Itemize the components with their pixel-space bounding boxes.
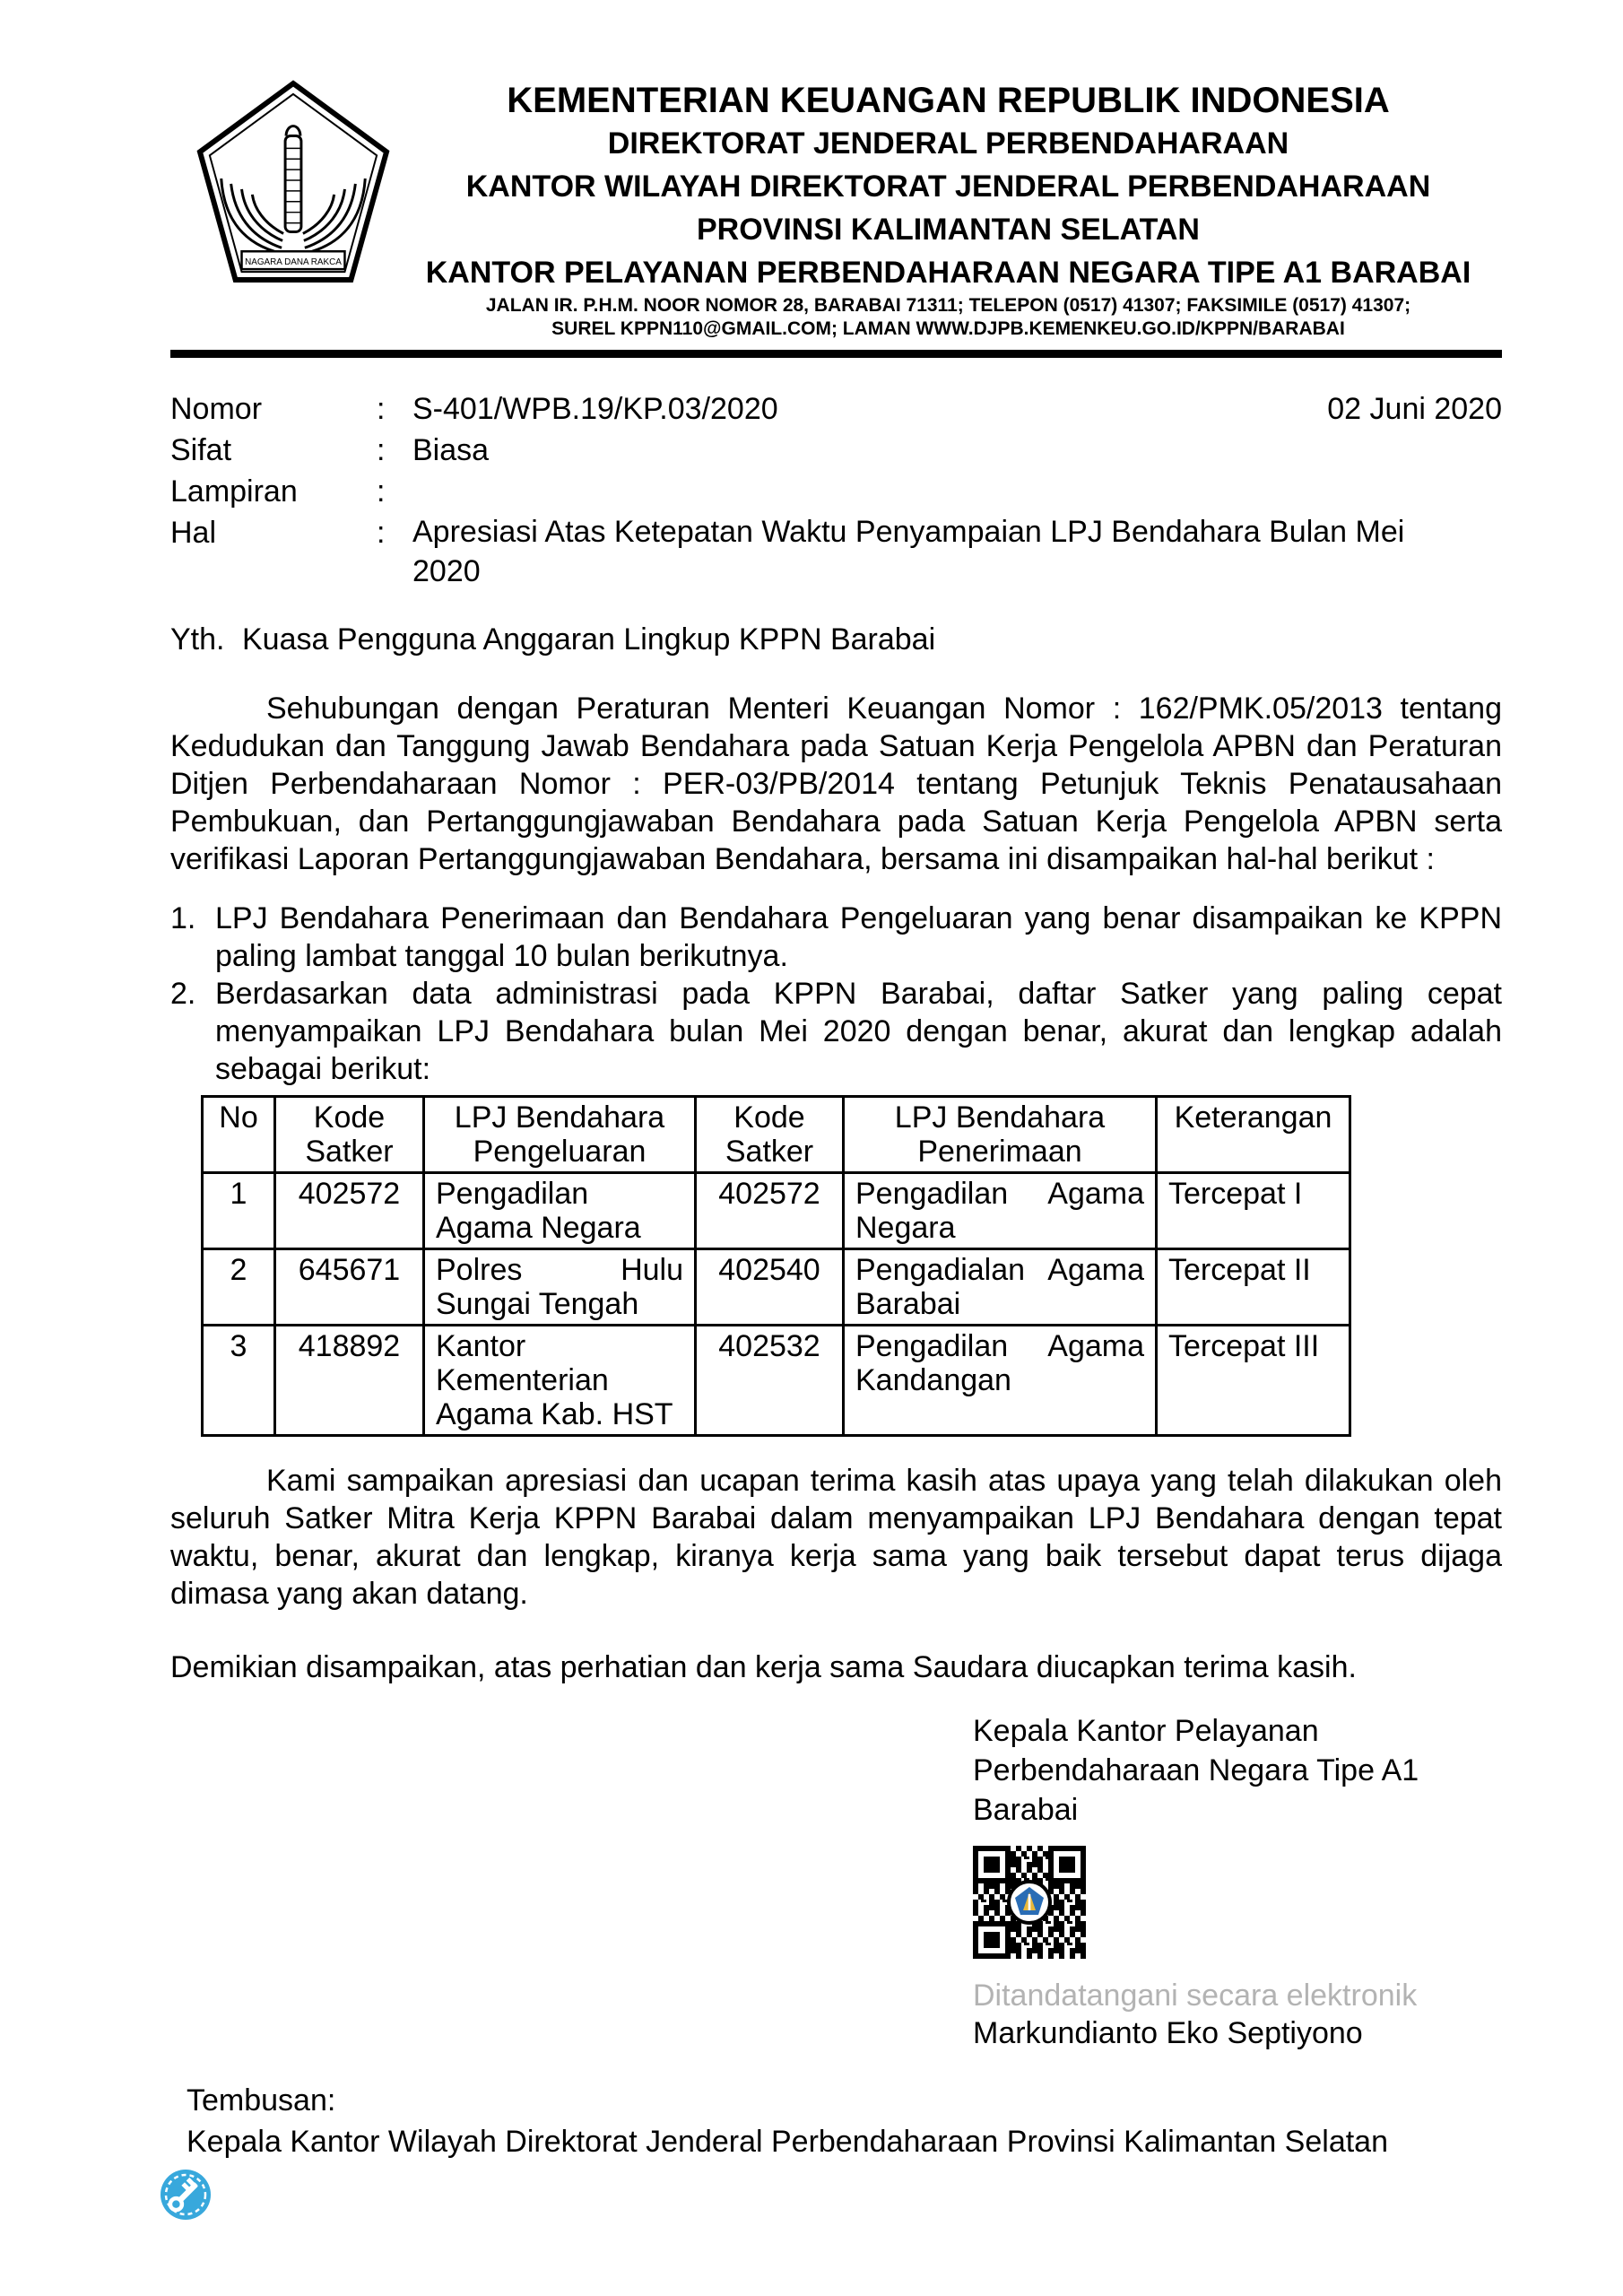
col-header-no: No — [203, 1097, 275, 1173]
cell-no: 2 — [203, 1249, 275, 1326]
cell-keterangan: Tercepat II — [1157, 1249, 1350, 1326]
esign-key-icon — [160, 2169, 212, 2221]
paragraph-appreciation: Kami sampaikan apresiasi dan ucapan terima kasih atas upaya yang telah dilakukan oleh seluruh Satker Mitra Kerja KPPN Barabai dalam menyampaikan LPJ Bendahara dengan tepat waktu, benar, akurat dan lengkap, kiranya kerja sama yang baik tersebut dapat terus dijaga dimasa yang akan datang. — [170, 1464, 1502, 1611]
col-header-lpj-penerimaan: LPJ Bendahara Penerimaan — [844, 1097, 1157, 1173]
cell-kode-1: 645671 — [275, 1249, 424, 1326]
list-item-1-number: 1. — [170, 901, 196, 935]
letterhead-address-line1: JALAN IR. P.H.M. NOOR NOMOR 28, BARABAI 71311; TELEPON (0517) 41307; FAKSIMILE (0517) 41307; — [485, 295, 1411, 316]
letterhead-office: KANTOR PELAYANAN PERBENDAHARAAN NEGARA TIPE A1 BARABAI — [425, 256, 1471, 290]
lampiran-value — [412, 471, 1502, 512]
tembusan-label: Tembusan: — [187, 2083, 336, 2118]
table-row — [203, 1326, 1350, 1436]
nomor-label: Nomor — [170, 392, 263, 426]
cell-pengeluaran: Pengadilan Agama Negara — [424, 1173, 696, 1249]
meta-row-lampiran — [170, 471, 1502, 512]
letterhead-directorate: DIREKTORAT JENDERAL PERBENDAHARAAN — [607, 126, 1289, 161]
letterhead-text — [395, 79, 1502, 341]
letterhead-province: PROVINSI KALIMANTAN SELATAN — [697, 213, 1200, 247]
kemenkeu-emblem-icon — [170, 79, 395, 290]
qr-center-logo — [1009, 1882, 1050, 1923]
col-header-keterangan: Keterangan — [1157, 1097, 1350, 1173]
hal-label: Hal — [170, 516, 217, 550]
cell-penerimaan: Pengadilan Agama Kandangan — [844, 1326, 1157, 1436]
meta-row-hal — [170, 512, 1502, 591]
list-item-2 — [170, 975, 1502, 1088]
esign-note: Ditandatangani secara elektronik — [973, 1979, 1418, 2013]
cell-pengeluaran: Kantor Kementerian Agama Kab. HST — [424, 1326, 696, 1436]
sifat-colon: : — [377, 433, 386, 467]
signature-block — [973, 1711, 1511, 2053]
sifat-value: Biasa — [412, 433, 490, 467]
cell-no: 3 — [203, 1326, 275, 1436]
cell-kode-2: 402572 — [696, 1173, 844, 1249]
cell-kode-1: 402572 — [275, 1173, 424, 1249]
letterhead-regional-office: KANTOR WILAYAH DIREKTORAT JENDERAL PERBENDAHARAAN — [465, 170, 1431, 204]
signatory-name: Markundianto Eko Septiyono — [973, 2016, 1363, 2050]
cell-penerimaan: Pengadilan Agama Negara — [844, 1173, 1157, 1249]
recipient-salutation: Yth. — [170, 622, 225, 657]
letterhead-ministry: KEMENTERIAN KEUANGAN REPUBLIK INDONESIA — [507, 81, 1390, 120]
svg-text:NAGARA DANA RAKCA: NAGARA DANA RAKCA — [245, 257, 342, 268]
header-divider — [170, 350, 1502, 358]
hal-colon: : — [377, 516, 386, 550]
nomor-colon: : — [377, 392, 386, 426]
list-item-2-text: Berdasarkan data administrasi pada KPPN Barabai, daftar Satker yang paling cepat menyampaikan LPJ Bendahara bulan Mei 2020 dengan benar, akurat dan lengkap adalah sebagai berikut: — [215, 977, 1502, 1086]
list-item-1 — [170, 900, 1502, 975]
qr-code — [973, 1846, 1511, 1969]
numbered-list — [170, 900, 1502, 1088]
tembusan-block — [170, 2080, 1502, 2162]
recipient-name: Kuasa Pengguna Anggaran Lingkup KPPN Barabai — [242, 622, 936, 657]
cell-keterangan: Tercepat I — [1157, 1173, 1350, 1249]
tembusan-item: Kepala Kantor Wilayah Direktorat Jenderal Perbendaharaan Provinsi Kalimantan Selatan — [187, 2125, 1388, 2159]
signatory-title: Kepala Kantor Pelayanan Perbendaharaan Negara Tipe A1 Barabai — [973, 1714, 1419, 1827]
list-item-1-text: LPJ Bendahara Penerimaan dan Bendahara Pengeluaran yang benar disampaikan ke KPPN paling lambat tanggal 10 bulan berikutnya. — [215, 901, 1502, 973]
cell-kode-2: 402532 — [696, 1326, 844, 1436]
table-row — [203, 1173, 1350, 1249]
cell-no: 1 — [203, 1173, 275, 1249]
lampiran-label: Lampiran — [170, 474, 298, 509]
meta-row-sifat — [170, 430, 1502, 471]
cell-kode-2: 402540 — [696, 1249, 844, 1326]
col-header-kode-satker-2: Kode Satker — [696, 1097, 844, 1173]
paragraph-opening: Sehubungan dengan Peraturan Menteri Keuangan Nomor : 162/PMK.05/2013 tentang Kedudukan dan Tanggung Jawab Bendahara pada Satuan Kerja Pengelola APBN dan Peraturan Ditjen Perbendaharaan Nomor : PER-03/PB/2014 tentang Petunjuk Teknis Penatausahaan Pembukuan, dan Pertanggungjawaban Bendahara pada Satuan Kerja Pengelola APBN serta verifikasi Laporan Pertanggungjawaban Bendahara, bersama ini disampaikan hal-hal berikut : — [170, 691, 1502, 876]
cell-pengeluaran: Polres Hulu Sungai Tengah — [424, 1249, 696, 1326]
recipient-line — [170, 620, 1502, 659]
letterhead-address-line2: SUREL KPPN110@GMAIL.COM; LAMAN WWW.DJPB.KEMENKEU.GO.ID/KPPN/BARABAI — [551, 318, 1345, 339]
cell-keterangan: Tercepat III — [1157, 1326, 1350, 1436]
table-header-row — [203, 1097, 1350, 1173]
col-header-kode-satker-1: Kode Satker — [275, 1097, 424, 1173]
letter-date: 02 Juni 2020 — [1327, 392, 1502, 426]
paragraph-closing: Demikian disampaikan, atas perhatian dan kerja sama Saudara diucapkan terima kasih. — [170, 1650, 1357, 1684]
cell-kode-1: 418892 — [275, 1326, 424, 1436]
sifat-label: Sifat — [170, 433, 232, 467]
cell-penerimaan: Pengadialan Agama Barabai — [844, 1249, 1157, 1326]
col-header-lpj-pengeluaran: LPJ Bendahara Pengeluaran — [424, 1097, 696, 1173]
satker-table — [201, 1095, 1351, 1437]
lampiran-colon: : — [377, 474, 386, 509]
letter-meta — [170, 388, 1502, 591]
meta-row-nomor — [170, 388, 1502, 430]
letterhead — [170, 79, 1502, 341]
nomor-value: S-401/WPB.19/KP.03/2020 — [412, 392, 778, 426]
hal-value: Apresiasi Atas Ketepatan Waktu Penyampaian LPJ Bendahara Bulan Mei 2020 — [412, 515, 1405, 588]
table-row — [203, 1249, 1350, 1326]
list-item-2-number: 2. — [170, 977, 196, 1011]
